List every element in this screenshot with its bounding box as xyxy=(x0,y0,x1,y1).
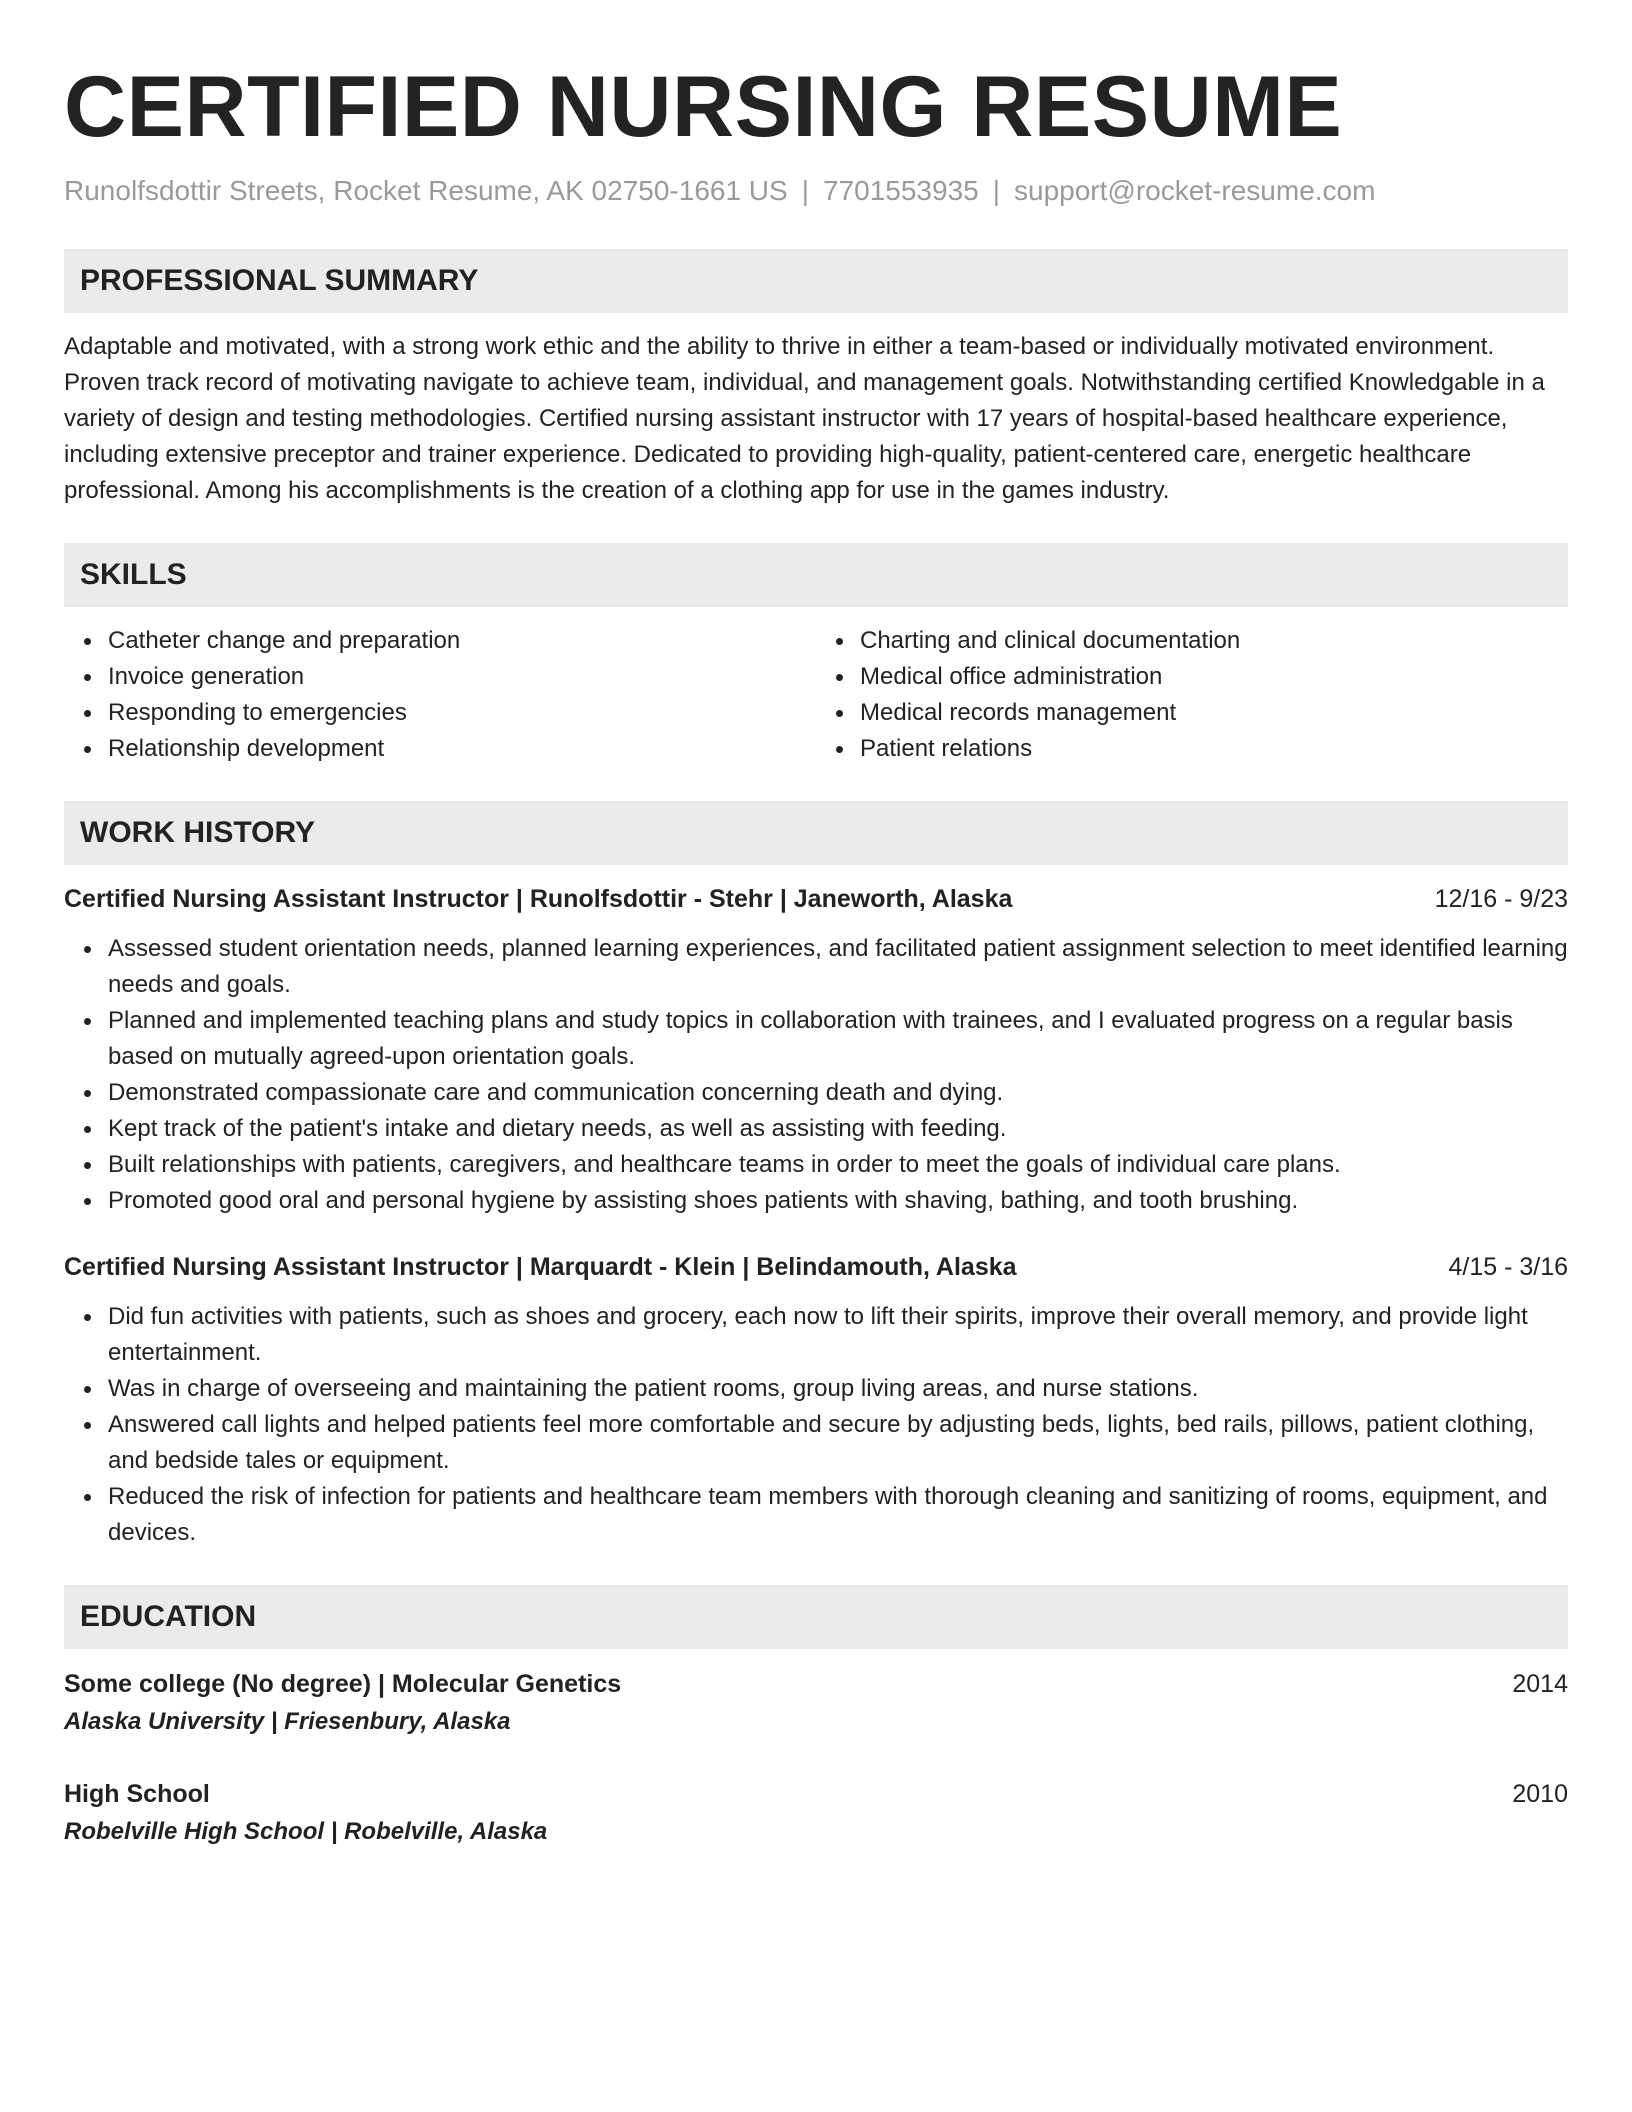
job-bullets xyxy=(64,1299,1568,1551)
education-header xyxy=(64,1775,1568,1813)
education-degree: Some college (No degree) | Molecular Genetics xyxy=(64,1669,622,1698)
summary-text: Adaptable and motivated, with a strong work ethic and the ability to thrive in either a team-based or individually motivated environment. Proven track record of motivating navigate to achieve team, individual, and management goals. Notwithstanding certified Knowledgable in a variety of design and testing methodologies. Certified nursing assistant instructor with 17 years of hospital-based healthcare experience, including extensive preceptor and trainer experience. Dedicated to providing high-quality, patient-centered care, energetic healthcare professional. Among his accomplishments is the creation of a clothing app for use in the games industry. xyxy=(64,332,1545,504)
skill-item: Invoice generation xyxy=(108,659,816,695)
education-entry xyxy=(64,1775,1568,1851)
contact-phone: 7701553935 xyxy=(823,174,979,206)
contact-address: Runolfsdottir Streets, Rocket Resume, AK 02750-1661 US xyxy=(64,174,788,206)
education-year: 2014 xyxy=(1512,1669,1568,1698)
job-bullet: Did fun activities with patients, such as shoes and grocery, each now to lift their spirits, improve their overall memory, and provide light entertainment. xyxy=(108,1299,1568,1371)
contact-separator: | xyxy=(992,174,1001,206)
job-header xyxy=(64,881,1568,917)
job-bullet: Was in charge of overseeing and maintaining the patient rooms, group living areas, and nurse stations. xyxy=(108,1371,1568,1407)
education-year: 2010 xyxy=(1512,1779,1568,1808)
contact-email: support@rocket-resume.com xyxy=(1014,174,1376,206)
job-bullet: Planned and implemented teaching plans and study topics in collaboration with trainees, and I evaluated progress on a regular basis based on mutually agreed-upon orientation goals. xyxy=(108,1003,1568,1075)
job-dates: 4/15 - 3/16 xyxy=(1448,1252,1568,1281)
job-bullet: Promoted good oral and personal hygiene by assisting shoes patients with shaving, bathing, and tooth brushing. xyxy=(108,1183,1568,1219)
job-bullet: Answered call lights and helped patients feel more comfortable and secure by adjusting beds, lights, bed rails, pillows, patient clothing, and bedside tales or equipment. xyxy=(108,1407,1568,1479)
resume-name: CERTIFIED NURSING RESUME xyxy=(64,59,1343,155)
job-header xyxy=(64,1249,1568,1285)
job-bullet: Built relationships with patients, caregivers, and healthcare teams in order to meet the goals of individual care plans. xyxy=(108,1147,1568,1183)
job-bullets xyxy=(64,931,1568,1219)
job-entry xyxy=(64,881,1568,1219)
section-heading-education: EDUCATION xyxy=(64,1585,1568,1649)
skills-column-right xyxy=(816,623,1568,767)
job-bullet: Assessed student orientation needs, planned learning experiences, and facilitated patient assignment selection to meet identified learning needs and goals. xyxy=(108,931,1568,1003)
job-dates: 12/16 - 9/23 xyxy=(1434,884,1568,913)
contact-line xyxy=(64,173,1568,209)
job-entry xyxy=(64,1249,1568,1551)
section-heading-work: WORK HISTORY xyxy=(64,801,1568,865)
job-bullet: Demonstrated compassionate care and communication concerning death and dying. xyxy=(108,1075,1568,1111)
skill-item: Charting and clinical documentation xyxy=(860,623,1568,659)
skill-item: Relationship development xyxy=(108,731,816,767)
education-degree: High School xyxy=(64,1779,210,1808)
skill-item: Catheter change and preparation xyxy=(108,623,816,659)
education-school: Robelville High School | Robelville, Alaska xyxy=(64,1817,548,1845)
job-bullet: Kept track of the patient's intake and dietary needs, as well as assisting with feeding. xyxy=(108,1111,1568,1147)
section-heading-summary: PROFESSIONAL SUMMARY xyxy=(64,249,1568,313)
section-heading-skills: SKILLS xyxy=(64,543,1568,607)
education-entry xyxy=(64,1665,1568,1741)
contact-separator: | xyxy=(801,174,809,206)
job-title: Certified Nursing Assistant Instructor | Marquardt - Klein | Belindamouth, Alaska xyxy=(64,1252,1017,1281)
skills-list xyxy=(64,623,1568,767)
skill-item: Medical office administration xyxy=(860,659,1568,695)
skill-item: Patient relations xyxy=(860,731,1568,767)
education-header xyxy=(64,1665,1568,1703)
education-school: Alaska University | Friesenbury, Alaska xyxy=(64,1707,511,1735)
skills-column-left xyxy=(64,623,816,767)
skill-item: Responding to emergencies xyxy=(108,695,816,731)
job-title: Certified Nursing Assistant Instructor | Runolfsdottir - Stehr | Janeworth, Alaska xyxy=(64,884,1013,913)
skill-item: Medical records management xyxy=(860,695,1568,731)
job-bullet: Reduced the risk of infection for patients and healthcare team members with thorough cleaning and sanitizing of rooms, equipment, and devices. xyxy=(108,1479,1568,1551)
